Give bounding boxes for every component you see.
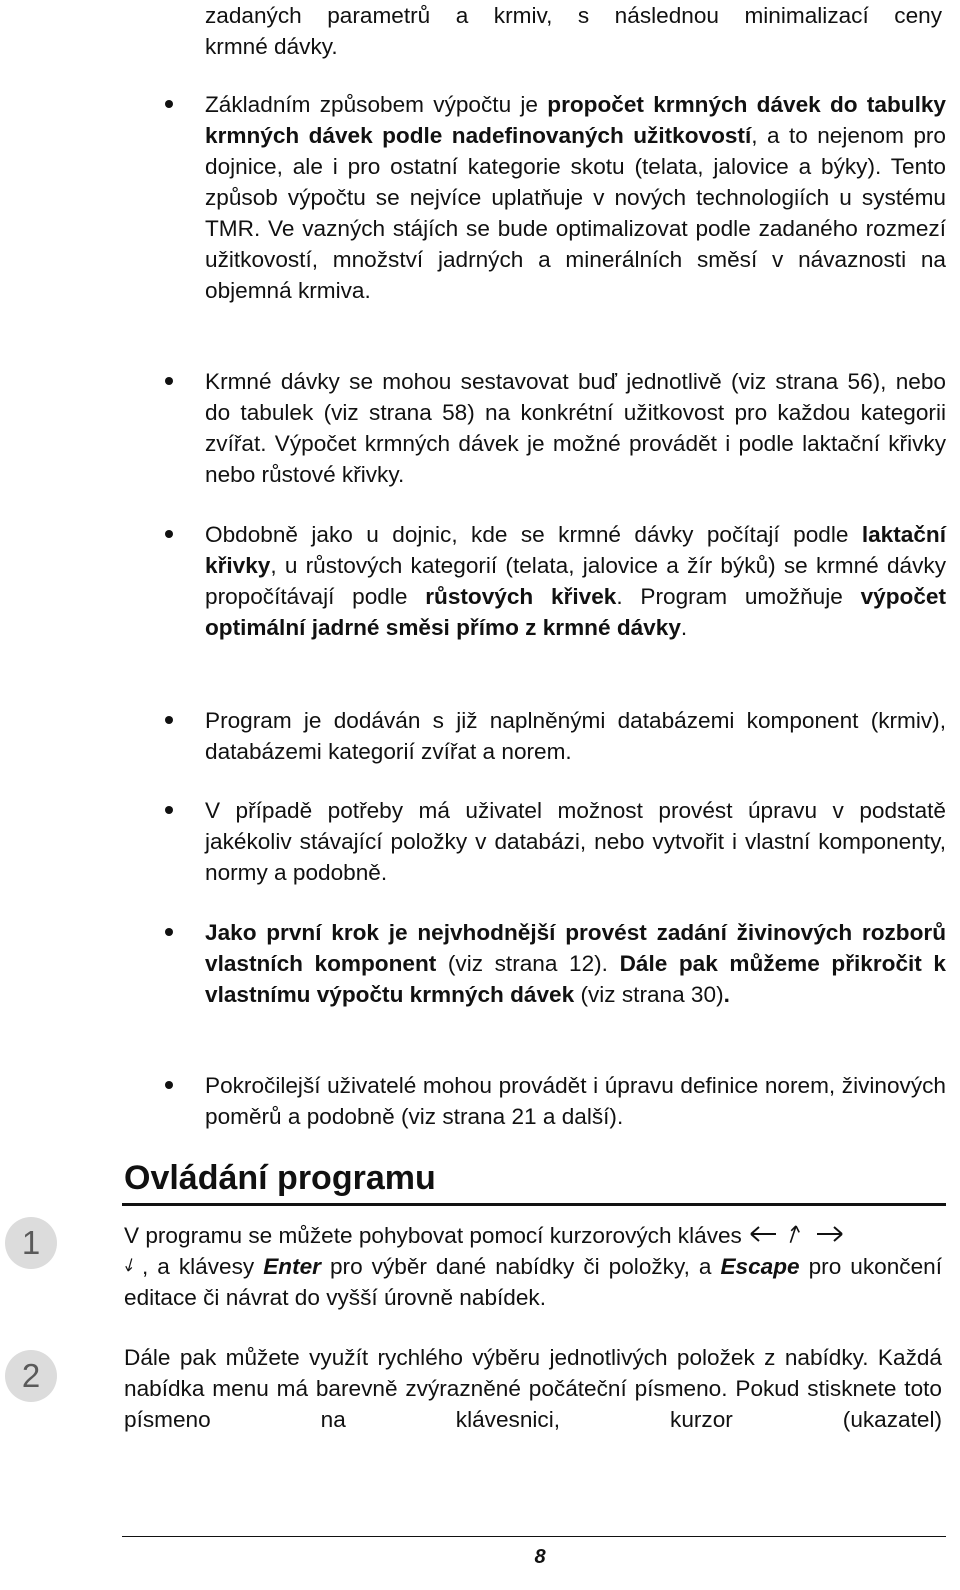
bullet-text: , u růstových kategorií (telata, jalovice a žír býků) se krmné dávky propočítávají podle (205, 553, 946, 609)
bullet-item (205, 705, 946, 767)
paragraph-text: , a klávesy (142, 1254, 264, 1279)
bullet-text-bold: propočet krmných dávek do tabulky krmných dávek podle nadefinovaných užitkovostí (205, 92, 946, 148)
controls-paragraph (124, 1220, 942, 1313)
intro-line-1: zadaných parametrů a krmiv, s následnou minimalizací ceny (205, 3, 942, 28)
bullet-text: , a to nejenom pro dojnice, ale i pro ostatní kategorie skotu (telata, jalovice a býky). Tento způsob výpočtu se nejvíce uplatňuje v nových technologiích u systému TMR. Ve vazných stájích se bude optimalizovat podle zadaného rozmezí užitkovostí, množství jadrných a minerálních směsí v návaznosti na objemná krmiva. (205, 123, 946, 303)
section-divider (122, 1203, 946, 1206)
enter-key-label: Enter (263, 1254, 321, 1279)
margin-number-badge: 2 (5, 1350, 57, 1402)
bullet-text-bold: . (723, 982, 730, 1007)
bullet-text: . Program umožňuje (616, 584, 861, 609)
paragraph-text: V programu se můžete pohybovat pomocí kurzorových kláves (124, 1223, 749, 1248)
bullet-icon (165, 377, 173, 385)
bullet-text: (viz strana 30) (574, 982, 724, 1007)
bullet-text-bold: Dále pak můžeme přikročit k vlastnímu výpočtu krmných dávek (205, 951, 946, 1007)
bullet-text-bold: laktační křivky (205, 522, 946, 578)
bullet-text: Krmné dávky se mohou sestavovat buď jednotlivě (viz strana 56), nebo do tabulek (viz strana 58) na konkrétní užitkovost pro každou kategorii zvířat. Výpočet krmných dávek je možné provádět i podle laktační křivky nebo růstové křivky. (205, 369, 946, 487)
margin-number-badge: 1 (5, 1217, 57, 1269)
intro-line-2: krmné dávky. (205, 34, 338, 59)
bullet-text: (viz strana 12). (436, 951, 620, 976)
bullet-text: Program je dodáván s již naplněnými databázemi komponent (krmiv), databázemi kategorií zvířat a norem. (205, 708, 946, 764)
arrow-up-icon (784, 1221, 808, 1247)
quick-select-paragraph: Dále pak můžete využít rychlého výběru jednotlivých položek z nabídky. Každá nabídka menu má barevně zvýrazněné počáteční písmeno. Pokud stisknete toto písmeno na klávesnici, kurzor (ukazatel) (124, 1345, 942, 1432)
footer-divider (122, 1536, 946, 1537)
bullet-text: Základním způsobem výpočtu je (205, 92, 548, 117)
bullet-item (205, 917, 946, 1010)
bullet-text: Pokročilejší uživatelé mohou provádět i úpravu definice norem, živinových poměrů a podobně (viz strana 21 a další). (205, 1073, 946, 1129)
bullet-text: Obdobně jako u dojnic, kde se krmné dávky počítají podle (205, 522, 862, 547)
bullet-item (205, 89, 946, 306)
bullet-icon (165, 806, 173, 814)
bullet-text-bold: růstových křivek (425, 584, 617, 609)
bullet-item (205, 795, 946, 888)
escape-key-label: Escape (720, 1254, 800, 1279)
bullet-item (205, 366, 946, 490)
bullet-text: V případě potřeby má uživatel možnost provést úpravu v podstatě jakékoliv stávající položky v databázi, nebo vytvořit i vlastní komponenty, normy a podobně. (205, 798, 946, 885)
section-heading: Ovládání programu (124, 1159, 436, 1197)
arrow-right-icon (815, 1221, 845, 1247)
bullet-icon (165, 530, 173, 538)
bullet-icon (165, 100, 173, 108)
paragraph-text: pro výběr dané nabídky či položky, a (320, 1254, 721, 1279)
arrow-left-icon (748, 1221, 778, 1247)
bullet-text: . (680, 615, 688, 640)
arrow-down-icon (124, 1252, 142, 1278)
bullet-icon (165, 1081, 173, 1089)
bullet-icon (165, 716, 173, 724)
page-number: 8 (534, 1546, 546, 1568)
bullet-item (205, 519, 946, 643)
bullet-item (205, 1070, 946, 1132)
bullet-text-bold: výpočet optimální jadrné směsi přímo z krmné dávky (205, 584, 946, 640)
bullet-icon (165, 928, 173, 936)
bullet-text-bold: Jako první krok je nejvhodnější provést zadání živinových rozborů vlastních komponent (205, 920, 946, 976)
paragraph-text: pro ukončení editace či návrat do vyšší úrovně nabídek. (124, 1254, 942, 1310)
